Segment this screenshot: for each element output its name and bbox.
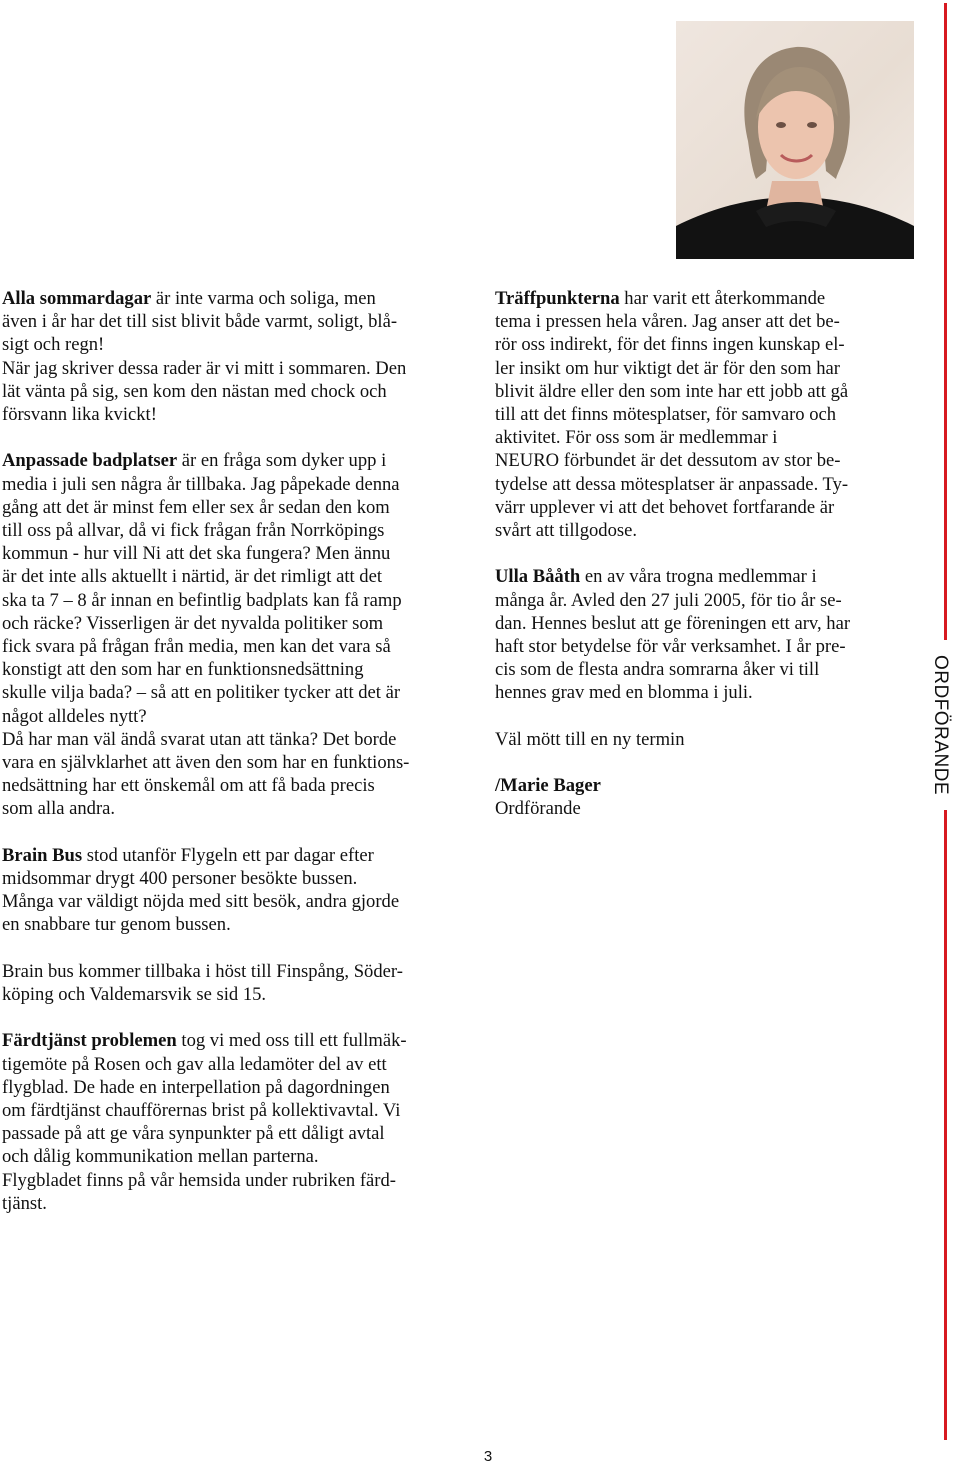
- bathing-places-paragraph: Anpassade badplatser är en fråga som dyker upp i media i juli sen några år tillbaka. Jag påpekade denna gång att det är minst fem eller sex år sedan den kom till oss på allvar, då vi fick frågan från Norrköpings kommun - hur vill Ni att det ska fungera? Men ännu är det inte alls aktuellt i närtid, är det rimligt att det ska ta 7 – 8 år innan en befintlig badplats kan få ramp och räcke? Visserligen är det nyvalda politiker som fick svara på frågan från media, men kan det vara så konstigt att den som har en funktionsnedsättning skulle vilja bada? – så att en politiker tycker att det är något alldeles nytt? Då har man väl ändå svarat utan att tänka? Det borde vara en självklarhet att även den som har en funktions- nedsättning har ett önskemål om att få bada precis som alla andra.: [2, 450, 410, 820]
- transport-service-lead: Färdtjänst problemen: [2, 1030, 177, 1052]
- transport-service-paragraph: Färdtjänst problemen tog vi med oss till ett fullmäk- tigemöte på Rosen och gav alla ledamöter del av ett flygblad. De hade en interpellation på dagordningen om färdtjänst chaufförernas brist på kollektivavtal. Vi passade på att ge våra synpunkter på ett dåligt avtal och dålig kommunikation mellan parterna. Flygbladet finns på vår hemsida under rubriken färd- tjänst.: [2, 1030, 407, 1214]
- brain-bus-return-paragraph: Brain bus kommer tillbaka i höst till Finspång, Söder- köping och Valdemarsvik se sid 15.: [2, 960, 403, 1006]
- right-column: [495, 287, 925, 844]
- summer-lead: Alla sommardagar: [2, 288, 152, 309]
- summer-paragraph: Alla sommardagar är inte varma och soliga, men även i år har det till sist blivit både varmt, soligt, blå- sigt och regn! När jag skriver dessa rader är vi mitt i sommaren. Den lät vänta på sig, sen kom den nästan med chock och försvann lika kvickt!: [2, 288, 407, 426]
- chairperson-portrait: [676, 21, 914, 259]
- brain-bus-lead: Brain Bus: [2, 844, 83, 866]
- bathing-places-lead: Anpassade badplatser: [2, 450, 178, 472]
- portrait-illustration: [676, 21, 914, 259]
- page-number: 3: [483, 1448, 493, 1465]
- meeting-places-paragraph: Träffpunkterna har varit ett återkommande tema i pressen hela våren. Jag anser att det be- rör oss indirekt, för det finns ingen kunskap el- ler insikt om hur viktigt det är för den som har blivit äldre eller den som inte har ett jobb att gå till att det finns mötesplatser, för samvaro och aktivitet. För oss som är medlemmar i NEURO förbundet är det dessutom av stor be- tydelse att dessa mötesplatser är anpassade. Ty- värr upplever vi att det behovet fortfarande är svårt att tillgodose.: [495, 288, 849, 542]
- greeting-paragraph: Väl mött till en ny termin: [495, 728, 685, 750]
- left-column: [2, 287, 488, 1238]
- memorial-lead: Ulla Bååth: [495, 566, 581, 588]
- signature-name: /Marie Bager: [495, 775, 601, 797]
- section-label: ORDFÖRANDE: [930, 654, 951, 796]
- meeting-places-lead: Träffpunkterna: [495, 288, 620, 309]
- memorial-paragraph: Ulla Bååth en av våra trogna medlemmar i många år. Avled den 27 juli 2005, för tio år se- dan. Hennes beslut att ge föreningen ett arv, har haft stor betydelse för vår verksamhet. I år pre- cis som de flesta andra somrarna åker vi till hennes grav med en blomma i juli.: [495, 566, 851, 704]
- signature-block: [495, 774, 925, 820]
- brain-bus-paragraph: Brain Bus stod utanför Flygeln ett par dagar efter midsommar drygt 400 personer besökte bussen. Många var väldigt nöjda med sitt besök, andra gjorde en snabbare tur genom bussen.: [2, 844, 400, 936]
- signature-role: Ordförande: [495, 798, 581, 820]
